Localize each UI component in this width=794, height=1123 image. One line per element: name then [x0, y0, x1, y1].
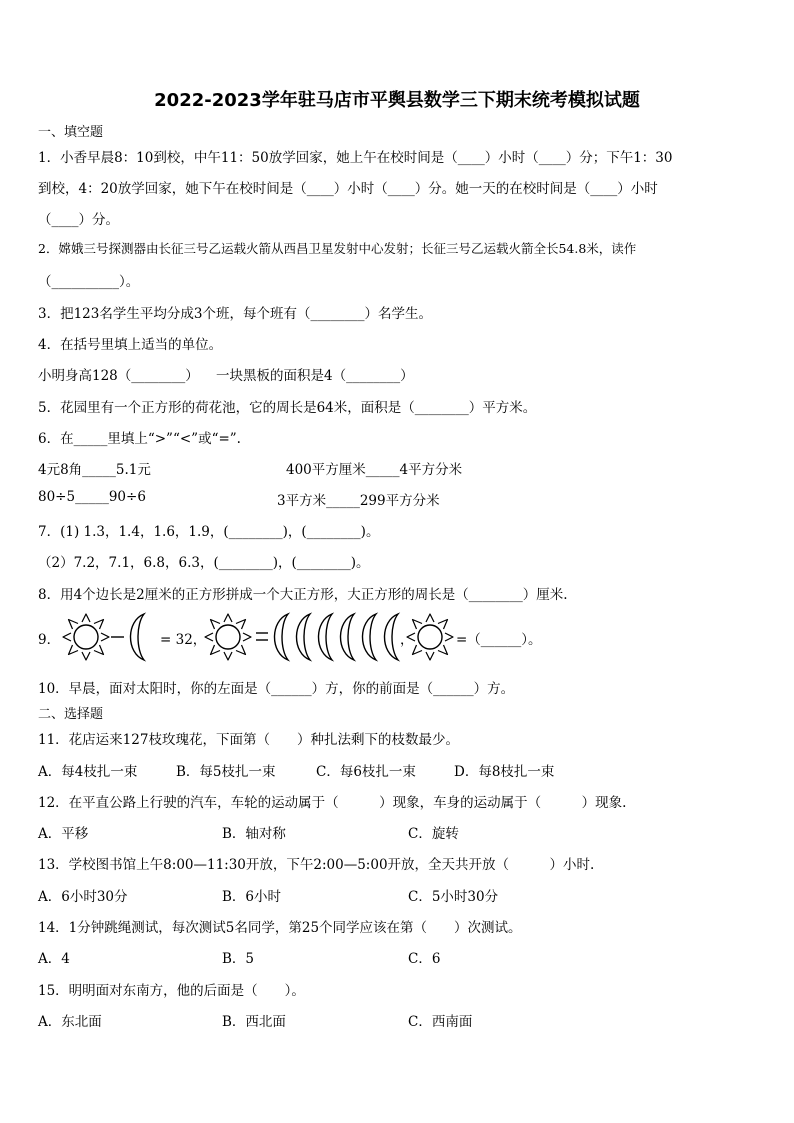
q9-equation-3-answer: =（______）。 — [456, 632, 542, 648]
q8-text: 8．用4个边长是2厘米的正方形拼成一个大正方形，大正方形的周长是（________）厘米. — [38, 587, 568, 603]
q9-equation-1-result: = 32， — [160, 632, 207, 648]
q2-line-1: 2．嫦娥三号探测器由长征三号乙运载火箭从西昌卫星发射中心发射；长征三号乙运载火箭全长54.8米，读作 — [38, 241, 637, 256]
sun-icon — [63, 614, 109, 660]
moon-icon — [341, 614, 355, 660]
page-title: 2022-2023学年驻马店市平舆县数学三下期末统考模拟试题 — [154, 90, 640, 111]
q15-option-c[interactable]: C．西南面 — [408, 1014, 473, 1030]
q7-line-1: 7．(1) 1.3，1.4，1.6，1.9，(________)，(________)。 — [38, 524, 380, 540]
moon-icon — [385, 614, 399, 660]
q13-option-b[interactable]: B．6小时 — [222, 889, 282, 905]
q7-line-2: （2）7.2，7.1，6.8，6.3，(________)，(________)。 — [38, 555, 370, 571]
q6-part-b: 400平方厘米_____4平方分米 — [286, 462, 463, 478]
moon-icon — [275, 614, 289, 660]
q1-line-2: 到校，4：20放学回家，她下午在校时间是（____）小时（____）分。她一天的在校时间是（____）小时 — [38, 181, 658, 197]
q6-stem: 6．在_____里填上“>”“<”或“=”. — [38, 431, 241, 447]
moon-icon — [319, 614, 333, 660]
section-fill-in: 一、填空题 — [38, 125, 104, 140]
section-multiple-choice: 二、选择题 — [38, 707, 104, 722]
q11-option-a[interactable]: A．每4枝扎一束 — [38, 764, 138, 780]
q11-stem: 11．花店运来127枝玫瑰花，下面第（ ）种扎法剩下的枝数最少。 — [38, 732, 459, 748]
q11-option-c[interactable]: C．每6枝扎一束 — [316, 764, 416, 780]
q4-part-b: 一块黑板的面积是4（________） — [216, 368, 414, 384]
q15-stem: 15．明明面对东南方，他的后面是（ ）。 — [38, 983, 305, 999]
q15-option-a[interactable]: A．东北面 — [38, 1014, 102, 1030]
q1-line-3: （____）分。 — [38, 212, 119, 228]
q14-option-b[interactable]: B．5 — [222, 951, 255, 967]
q9-number: 9． — [38, 632, 61, 648]
q12-stem: 12．在平直公路上行驶的汽车，车轮的运动属于（ ）现象，车身的运动属于（ ）现象. — [38, 795, 627, 811]
q3-text: 3．把123名学生平均分成3个班，每个班有（________）名学生。 — [38, 306, 432, 322]
equals-sign — [256, 633, 268, 640]
q14-option-a[interactable]: A．4 — [38, 951, 70, 967]
q4-part-a: 小明身高128（________） — [38, 368, 199, 384]
moon-icon — [131, 614, 145, 660]
q15-option-b[interactable]: B．西北面 — [222, 1014, 286, 1030]
q9-picture-equation — [38, 612, 758, 664]
q6-part-c: 80÷5_____90÷6 — [38, 489, 146, 505]
q10-text: 10．早晨，面对太阳时，你的左面是（______）方，你的前面是（______）方。 — [38, 681, 515, 697]
moon-icon — [363, 614, 377, 660]
q6-part-d: 3平方米_____299平方分米 — [277, 493, 440, 509]
q12-option-b[interactable]: B．轴对称 — [222, 826, 286, 842]
q11-option-b[interactable]: B．每5枝扎一束 — [176, 764, 276, 780]
q1-line-1: 1．小香早晨8：10到校，中午11：50放学回家，她上午在校时间是（____）小时（____）分；下午1：30 — [38, 150, 673, 166]
q4-stem: 4．在括号里填上适当的单位。 — [38, 337, 223, 353]
q12-option-a[interactable]: A．平移 — [38, 826, 89, 842]
q9-figures — [38, 612, 758, 664]
sun-icon — [205, 614, 251, 660]
q2-line-2: （__________）。 — [38, 274, 140, 290]
q14-stem: 14．1分钟跳绳测试，每次测试5名同学，第25个同学应该在第（ ）次测试。 — [38, 920, 522, 936]
q6-part-a: 4元8角_____5.1元 — [38, 462, 151, 478]
q12-option-c[interactable]: C．旋转 — [408, 826, 459, 842]
sun-icon — [407, 614, 453, 660]
q13-stem: 13．学校图书馆上午8:00—11:30开放，下午2:00—5:00开放，全天共开放（ ）小时. — [38, 857, 595, 873]
q5-text: 5．花园里有一个正方形的荷花池，它的周长是64米，面积是（________）平方米。 — [38, 400, 537, 416]
q9-separator: ， — [400, 632, 414, 648]
q11-option-d[interactable]: D．每8枝扎一束 — [454, 764, 555, 780]
q13-option-c[interactable]: C．5小时30分 — [408, 889, 499, 905]
q14-option-c[interactable]: C．6 — [408, 951, 441, 967]
moon-icon — [297, 614, 311, 660]
q13-option-a[interactable]: A．6小时30分 — [38, 889, 128, 905]
